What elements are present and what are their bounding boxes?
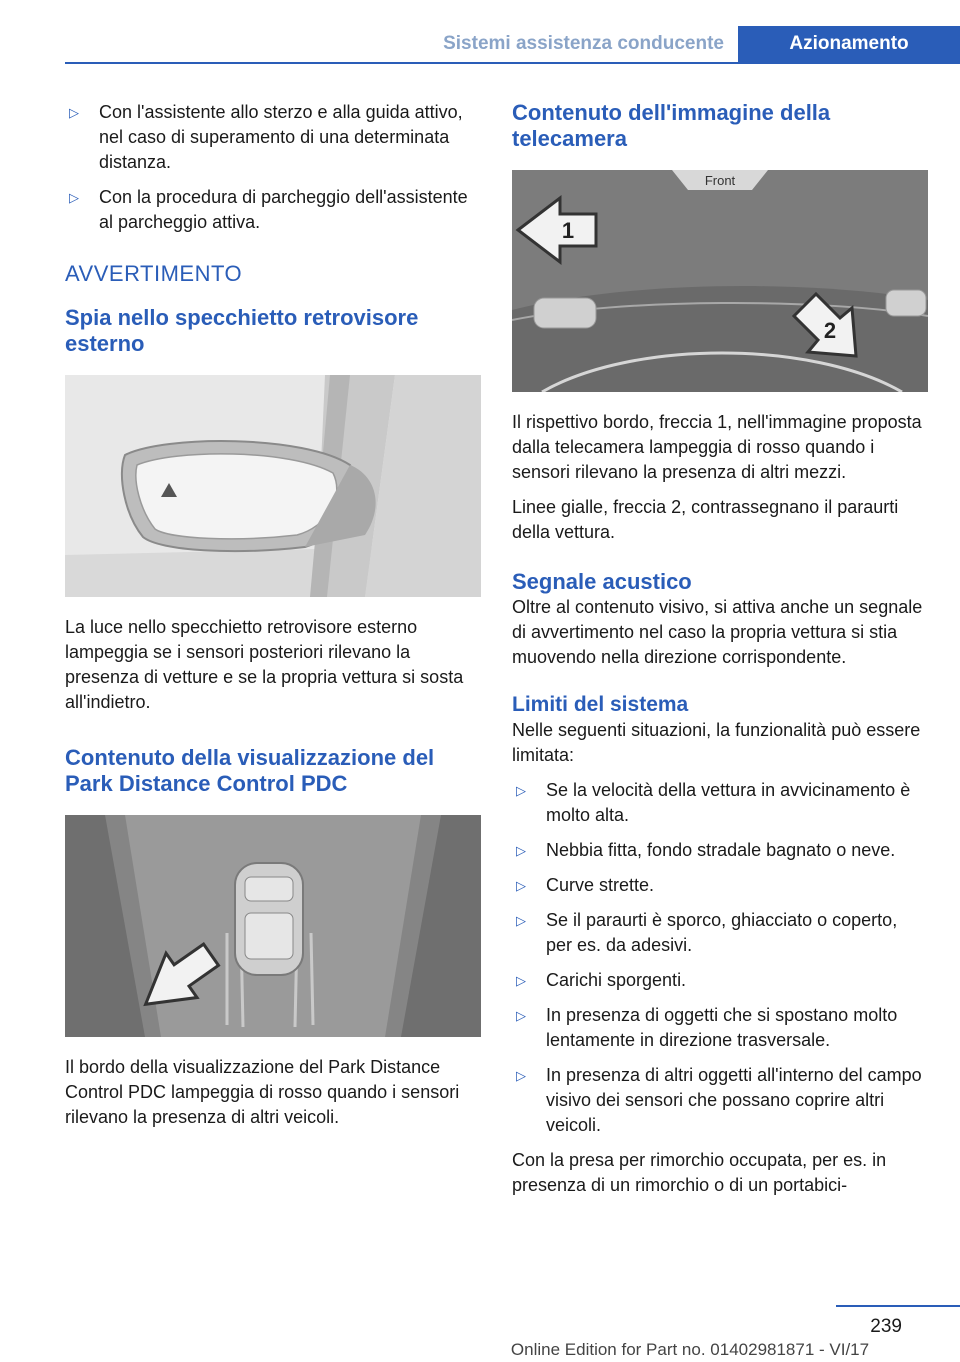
list-item-text: Con la procedura di parcheggio dell'assistente al parcheggio attiva. [99,187,468,232]
page-number: 239 [870,1316,902,1337]
camera-text-1: Il rispettivo bordo, freccia 1, nell'immagine proposta dalla telecamera lampeggia di rosso quando i sensori rilevano la presenza di altri mezzi. [512,412,922,482]
pdc-illustration [65,815,481,1037]
triangle-bullet-icon: ▷ [516,878,526,893]
left-column [65,100,481,1140]
header-section-title: Sistemi assistenza conducente [443,33,724,54]
closing-text: Con la presa per rimorchio occupata, per es. in presenza di un rimorchio o di un portabici- [512,1150,887,1195]
mirror-heading: Spia nello specchietto retrovisore esterno [65,305,419,356]
list-item-text: In presenza di altri oggetti all'interno del campo visivo dei sensori che possano coprire altri veicoli. [546,1065,922,1135]
mirror-illustration [65,375,481,597]
triangle-bullet-icon: ▷ [516,1008,526,1023]
arrow-1-label: 1 [561,218,575,243]
triangle-bullet-icon: ▷ [516,973,526,988]
camera-text-2: Linee gialle, freccia 2, contrassegnano il paraurti della vettura. [512,497,899,542]
triangle-bullet-icon: ▷ [516,1068,526,1083]
list-item-text: Curve strette. [546,875,655,895]
list-item [65,100,481,175]
triangle-bullet-icon: ▷ [69,190,79,205]
camera-illustration [512,170,928,392]
pdc-heading: Contenuto della visualizzazione del Park Distance Control PDC [65,745,435,796]
triangle-bullet-icon: ▷ [516,843,526,858]
triangle-bullet-icon: ▷ [69,105,79,120]
list-item-text: Con l'assistente allo sterzo e alla guida attivo, nel caso di superamento di una determinata distanza. [99,102,463,172]
arrow-2-label: 2 [823,318,837,343]
list-item [512,778,928,828]
list-item [512,873,928,898]
acoustic-text: Oltre al contenuto visivo, si attiva anche un segnale di avvertimento nel caso la propria vettura si stia muovendo nella direzione corrispondente. [512,597,923,667]
camera-front-label: Front [704,173,736,188]
limits-intro: Nelle seguenti situazioni, la funzionalità può essere limitata: [512,720,921,765]
list-item [512,908,928,958]
mirror-text: La luce nello specchietto retrovisore esterno lampeggia se i sensori posteriori rilevano la presenza di vetture e se la propria vettura si sosta all'indietro. [65,617,464,712]
list-item-text: Nebbia fitta, fondo stradale bagnato o neve. [546,840,896,860]
pdc-text: Il bordo della visualizzazione del Park Distance Control PDC lampeggia di rosso quando i sensori rilevano la presenza di altri veicoli. [65,1057,460,1127]
header-divider [65,62,960,64]
warning-heading: AVVERTIMENTO [65,261,243,286]
list-item-text: Se il paraurti è sporco, ghiacciato o coperto, per es. da adesivi. [546,910,898,955]
footer-divider [836,1305,960,1307]
list-item [65,185,481,235]
acoustic-heading: Segnale acustico [512,569,692,594]
header-chapter-tab[interactable]: Azionamento [738,26,960,62]
triangle-bullet-icon: ▷ [516,783,526,798]
list-item [512,838,928,863]
edition-footer: Online Edition for Part no. 01402981871 - VI/17 [510,1340,870,1359]
list-item [512,1003,928,1053]
list-item [512,968,928,993]
camera-heading: Contenuto dell'immagine della telecamera [512,100,831,151]
limits-heading: Limiti del sistema [512,693,689,716]
triangle-bullet-icon: ▷ [516,913,526,928]
list-item-text: Se la velocità della vettura in avvicinamento è molto alta. [546,780,911,825]
list-item-text: In presenza di oggetti che si spostano molto lentamente in direzione trasversale. [546,1005,898,1050]
right-column [512,100,928,1208]
list-item [512,1063,928,1138]
list-item-text: Carichi sporgenti. [546,970,687,990]
